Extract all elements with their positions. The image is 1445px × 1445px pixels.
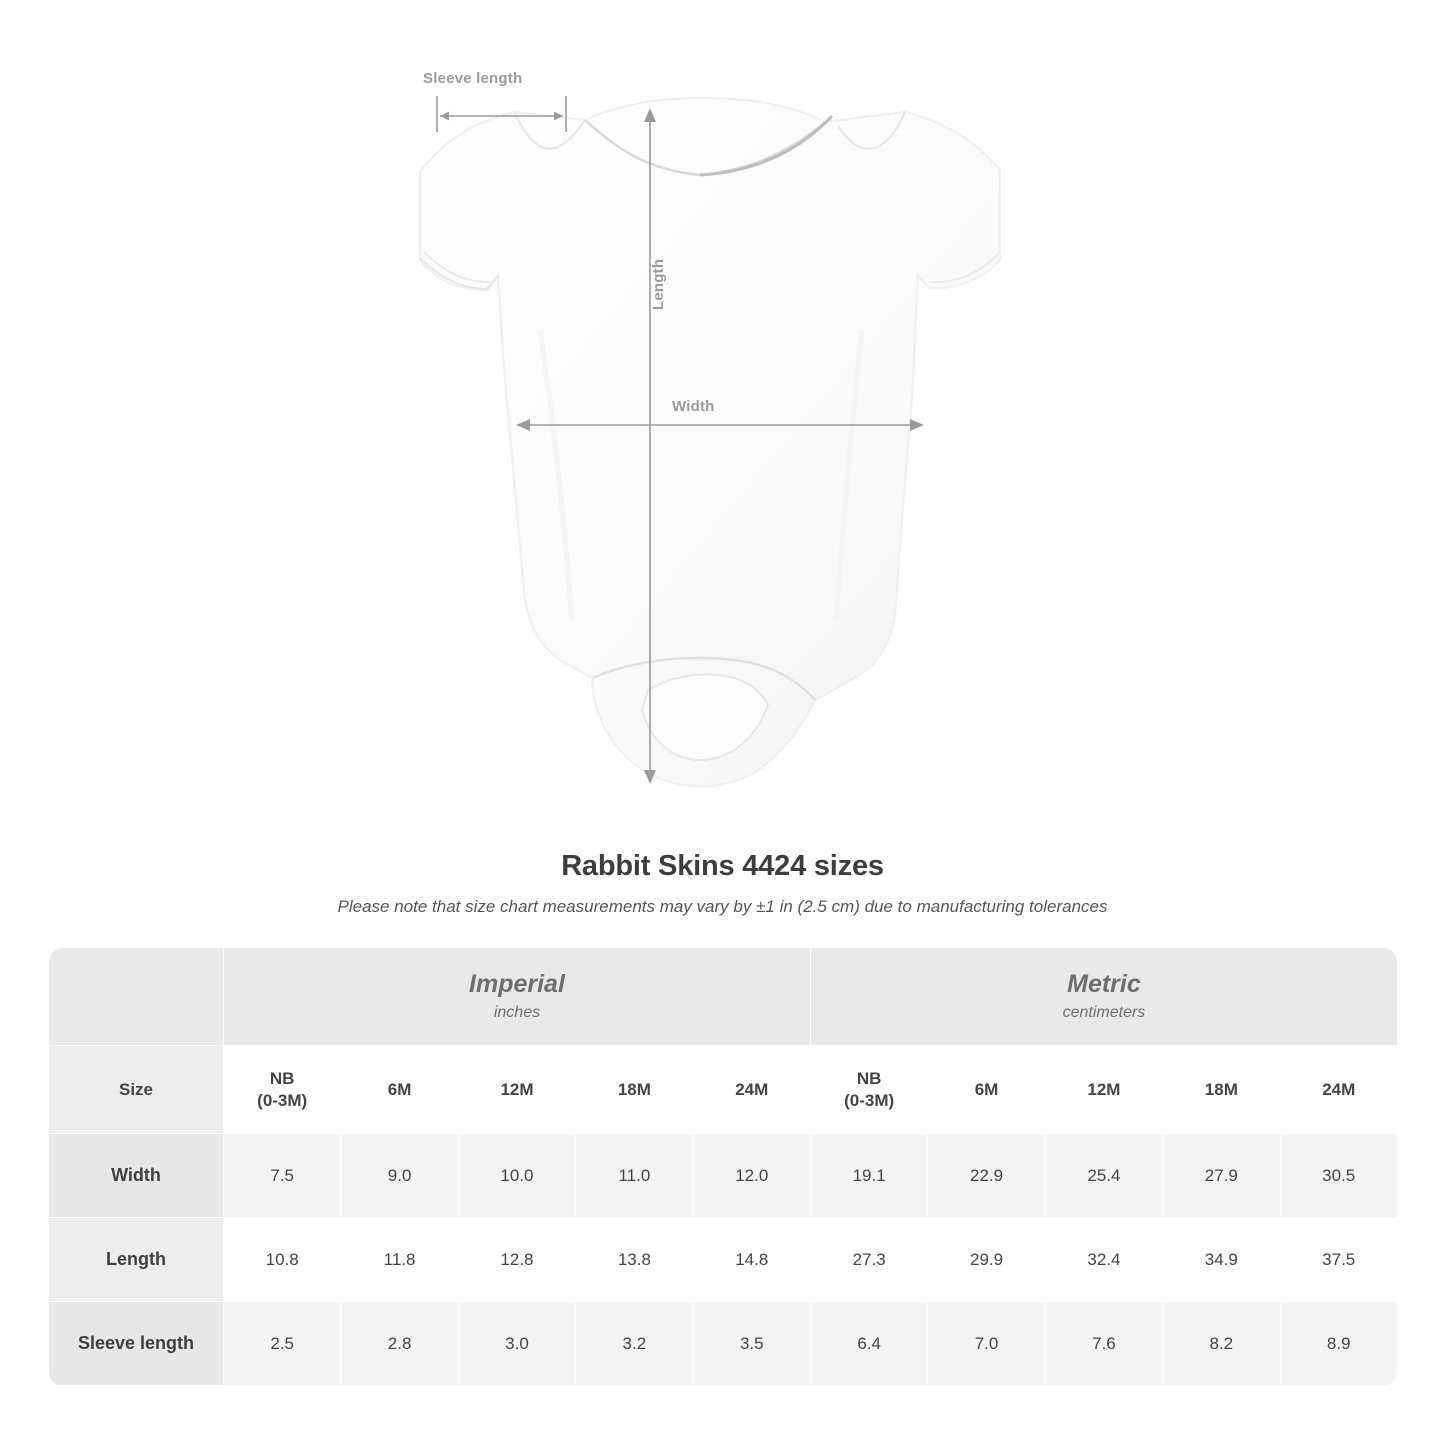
- cell-length-18m-in: 13.8: [576, 1218, 693, 1302]
- size-header-line1: 6M: [387, 1079, 412, 1099]
- row-header-length: Length: [49, 1218, 224, 1302]
- cell-width-24m-cm: 30.5: [1280, 1134, 1397, 1218]
- cell-sleeve-12m-cm: 7.6: [1045, 1302, 1162, 1386]
- size-header-line1: 18M: [1204, 1079, 1238, 1099]
- sleeve-length-dimension-label: Sleeve length: [423, 70, 523, 87]
- cell-length-18m-cm: 34.9: [1163, 1218, 1280, 1302]
- title-block: [0, 850, 1445, 917]
- size-header-line2: (0-3M): [257, 1090, 308, 1110]
- cell-sleeve-6m-cm: 7.0: [928, 1302, 1045, 1386]
- table-row: [49, 1302, 1398, 1386]
- size-header-line1: 12M: [500, 1079, 534, 1099]
- page-title: Rabbit Skins 4424 sizes: [561, 850, 884, 882]
- unit-row-corner: [49, 948, 224, 1046]
- unit-group-metric: [810, 948, 1397, 1046]
- unit-header-row: [49, 948, 1398, 1046]
- cell-sleeve-nb-cm: 6.4: [810, 1302, 927, 1386]
- unit-group-metric-name: Metric: [1067, 969, 1141, 998]
- cell-length-nb-cm: 27.3: [810, 1218, 927, 1302]
- cell-width-6m-cm: 22.9: [928, 1134, 1045, 1218]
- size-header-line1: 12M: [1087, 1079, 1121, 1099]
- tolerance-note: Please note that size chart measurements may vary by ±1 in (2.5 cm) due to manufacturing tolerances: [337, 897, 1108, 916]
- unit-group-imperial-name: Imperial: [469, 969, 565, 998]
- size-header-cell: [341, 1046, 458, 1134]
- cell-length-6m-cm: 29.9: [928, 1218, 1045, 1302]
- bodysuit-body: [420, 98, 1000, 786]
- row-header-sleeve-length: Sleeve length: [49, 1302, 224, 1386]
- cell-length-6m-in: 11.8: [341, 1218, 458, 1302]
- cell-sleeve-6m-in: 2.8: [341, 1302, 458, 1386]
- cell-sleeve-18m-cm: 8.2: [1163, 1302, 1280, 1386]
- unit-group-imperial: [224, 948, 811, 1046]
- cell-width-6m-in: 9.0: [341, 1134, 458, 1218]
- size-header-cell: [224, 1046, 341, 1134]
- size-header-cell: [810, 1046, 927, 1134]
- cell-sleeve-18m-in: 3.2: [576, 1302, 693, 1386]
- size-header-line1: 6M: [974, 1079, 999, 1099]
- cell-length-nb-in: 10.8: [224, 1218, 341, 1302]
- cell-width-18m-in: 11.0: [576, 1134, 693, 1218]
- size-header-cell: [693, 1046, 810, 1134]
- size-header-cell: [1163, 1046, 1280, 1134]
- size-header-cell: [928, 1046, 1045, 1134]
- cell-width-nb-in: 7.5: [224, 1134, 341, 1218]
- size-header-line1: NB: [269, 1069, 295, 1089]
- size-header-cell: [576, 1046, 693, 1134]
- size-header-row: [49, 1046, 1398, 1134]
- size-header-cell: [458, 1046, 575, 1134]
- size-header-line1: NB: [856, 1069, 882, 1089]
- row-header-size: Size: [49, 1046, 224, 1134]
- size-chart-table: [48, 947, 1398, 1386]
- cell-length-12m-cm: 32.4: [1045, 1218, 1162, 1302]
- cell-width-18m-cm: 27.9: [1163, 1134, 1280, 1218]
- cell-width-12m-in: 10.0: [458, 1134, 575, 1218]
- cell-width-nb-cm: 19.1: [810, 1134, 927, 1218]
- unit-group-metric-sub: centimeters: [1062, 1004, 1146, 1022]
- length-dimension-label: Length: [650, 258, 667, 310]
- size-header-line1: 24M: [735, 1079, 769, 1099]
- cell-width-12m-cm: 25.4: [1045, 1134, 1162, 1218]
- size-header-line1: 24M: [1322, 1079, 1356, 1099]
- cell-sleeve-12m-in: 3.0: [458, 1302, 575, 1386]
- size-header-line1: 18M: [617, 1079, 651, 1099]
- unit-group-imperial-sub: inches: [493, 1004, 541, 1022]
- size-header-cell: [1045, 1046, 1162, 1134]
- cell-width-24m-in: 12.0: [693, 1134, 810, 1218]
- width-dimension-label: Width: [672, 398, 715, 415]
- size-table-wrapper: [48, 947, 1397, 1386]
- cell-length-24m-in: 14.8: [693, 1218, 810, 1302]
- cell-length-12m-in: 12.8: [458, 1218, 575, 1302]
- cell-length-24m-cm: 37.5: [1280, 1218, 1397, 1302]
- cell-sleeve-24m-cm: 8.9: [1280, 1302, 1397, 1386]
- cell-sleeve-nb-in: 2.5: [224, 1302, 341, 1386]
- row-header-width: Width: [49, 1134, 224, 1218]
- size-header-line2: (0-3M): [844, 1090, 895, 1110]
- table-row: [49, 1218, 1398, 1302]
- cell-sleeve-24m-in: 3.5: [693, 1302, 810, 1386]
- size-header-cell: [1280, 1046, 1397, 1134]
- table-row: [49, 1134, 1398, 1218]
